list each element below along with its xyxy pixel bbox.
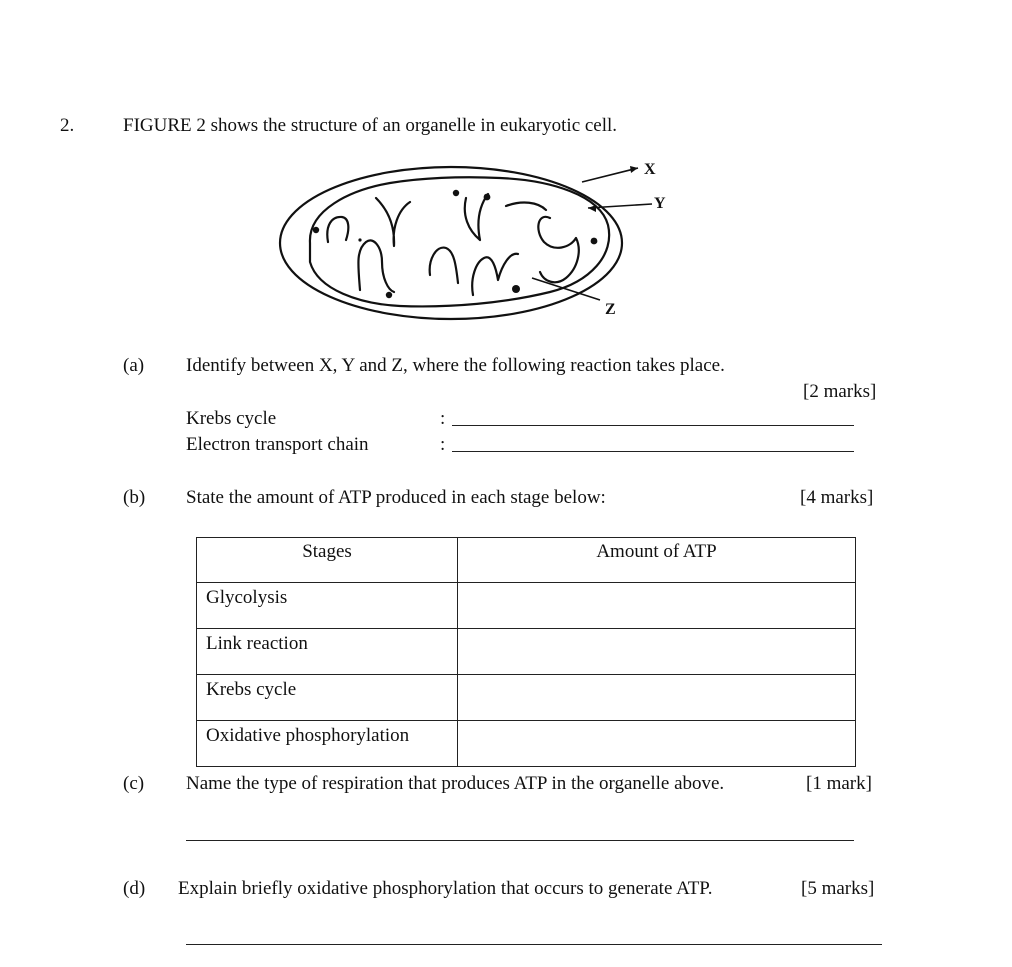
question-intro: FIGURE 2 shows the structure of an organelle in eukaryotic cell. — [123, 115, 618, 136]
pointer-z — [532, 278, 600, 300]
granule — [358, 238, 361, 241]
part-c-marks: [1 mark] — [806, 773, 872, 794]
header-amount-atp: Amount of ATP — [458, 538, 856, 583]
granule — [591, 238, 598, 245]
stage-cell: Glycolysis — [197, 583, 458, 629]
question-number: 2. — [60, 115, 75, 136]
part-b-question: State the amount of ATP produced in each stage below: — [186, 487, 606, 508]
etc-label: Electron transport chain — [186, 434, 369, 455]
part-b-marks: [4 marks] — [800, 487, 874, 508]
atp-table — [196, 537, 856, 767]
table-row — [197, 583, 856, 629]
part-c-label: (c) — [123, 773, 145, 794]
krebs-cycle-colon: : — [440, 408, 446, 429]
part-a-question: Identify between X, Y and Z, where the following reaction takes place. — [186, 355, 725, 376]
part-d-question: Explain briefly oxidative phosphorylation that occurs to generate ATP. — [178, 878, 713, 899]
atp-answer-cell[interactable] — [458, 675, 856, 721]
atp-answer-cell[interactable] — [458, 583, 856, 629]
part-c-answer-line[interactable] — [186, 840, 854, 841]
etc-answer-line[interactable] — [452, 451, 854, 452]
stage-cell: Krebs cycle — [197, 675, 458, 721]
stage-cell: Oxidative phosphorylation — [197, 721, 458, 767]
atp-answer-cell[interactable] — [458, 629, 856, 675]
label-x: X — [644, 161, 656, 178]
krebs-cycle-label: Krebs cycle — [186, 408, 277, 429]
part-b-label: (b) — [123, 487, 146, 508]
inner-membrane-cristae — [310, 177, 609, 306]
table-row — [197, 675, 856, 721]
part-c-question: Name the type of respiration that produces ATP in the organelle above. — [186, 773, 725, 794]
mitochondrion-diagram — [270, 150, 690, 330]
label-z: Z — [605, 301, 616, 318]
part-d-marks: [5 marks] — [801, 878, 875, 899]
stage-cell: Link reaction — [197, 629, 458, 675]
part-a-label: (a) — [123, 355, 145, 376]
granule — [484, 194, 491, 201]
label-y: Y — [654, 195, 666, 212]
atp-answer-cell[interactable] — [458, 721, 856, 767]
table-row — [197, 721, 856, 767]
krebs-cycle-answer-line[interactable] — [452, 425, 854, 426]
header-stages: Stages — [197, 538, 458, 583]
granule — [313, 227, 319, 233]
part-d-label: (d) — [123, 878, 146, 899]
etc-colon: : — [440, 434, 446, 455]
part-d-answer-line[interactable] — [186, 944, 882, 945]
part-a-marks: [2 marks] — [803, 381, 877, 402]
granule — [512, 285, 520, 293]
table-row — [197, 629, 856, 675]
granule — [453, 190, 459, 196]
granule — [386, 292, 392, 298]
table-header-row — [197, 538, 856, 583]
pointer-x — [582, 168, 638, 182]
